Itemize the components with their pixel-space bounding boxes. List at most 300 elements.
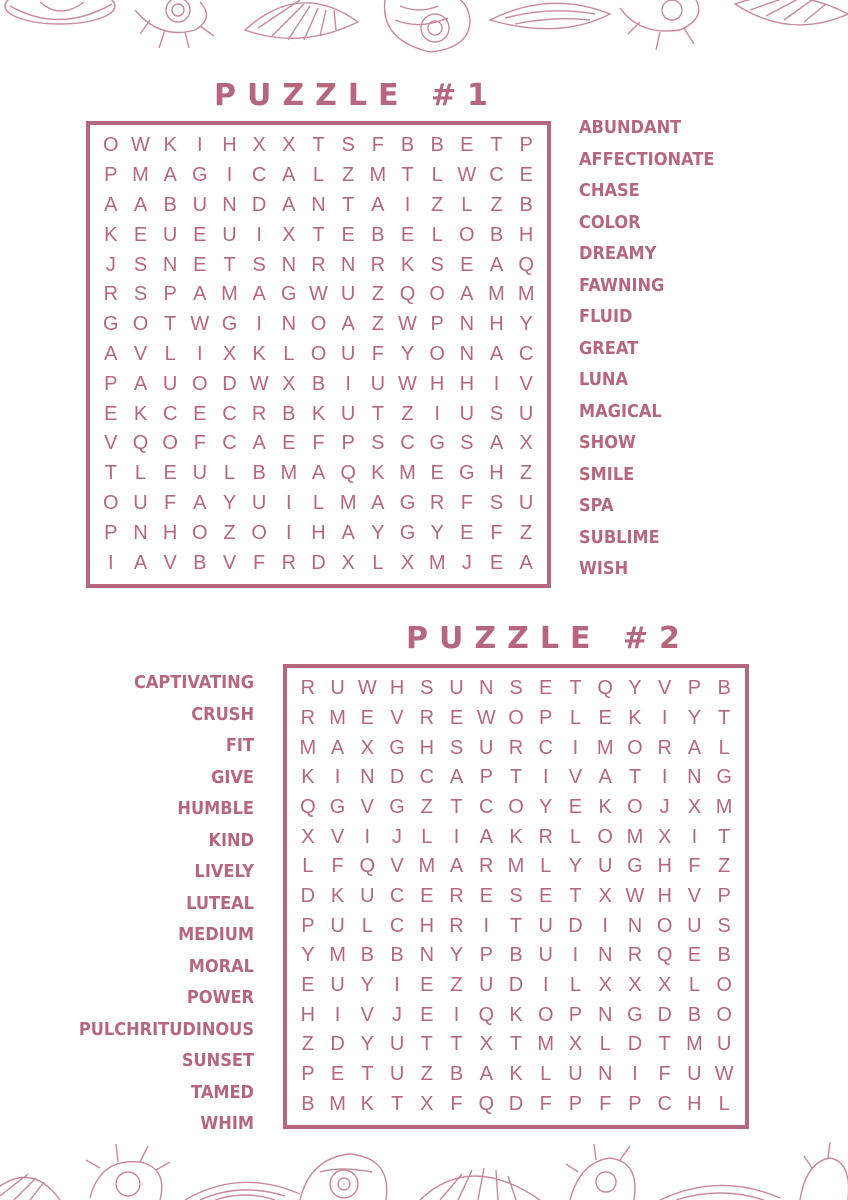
grid-letter: T [569,884,582,907]
grid-letter: S [489,402,504,425]
grid-letter: L [312,491,325,514]
word-list-item: SMILE [579,463,635,485]
grid-letter: M [339,491,357,514]
grid-letter: E [193,402,207,425]
grid-letter: Y [430,521,444,544]
grid-letter: N [687,766,702,789]
grid-letter: E [460,521,474,544]
grid-letter: U [162,372,178,395]
grid-letter: E [519,164,533,187]
grid-letter: U [389,1062,405,1085]
grid-letter: L [688,973,700,996]
grid-letter: H [657,884,672,907]
grid-letter: Z [301,1033,314,1056]
grid-letter: S [717,914,731,937]
grid-letter: E [598,706,612,729]
grid-letter: U [597,855,613,878]
grid-letter: X [400,551,415,574]
grid-letter: R [508,736,524,759]
grid-letter: T [312,134,325,157]
grid-letter: B [163,193,177,216]
grid-letter: P [430,313,444,336]
grid-letter: T [450,795,463,818]
grid-letter: T [164,313,177,336]
grid-letter: N [597,944,613,967]
grid-letter: B [717,944,731,967]
grid-letter: I [602,914,608,937]
grid-letter: B [301,1092,315,1115]
grid-letter: Y [400,342,415,365]
grid-letter: T [450,1033,463,1056]
grid-letter: V [687,884,702,907]
grid-letter: H [429,372,445,395]
grid-letter: F [331,855,344,878]
grid-letter: V [222,551,237,574]
grid-letter: V [360,1003,374,1026]
grid-letter: V [390,706,404,729]
grid-letter: Y [449,944,464,967]
conch-shell-icon [620,0,699,50]
grid-letter: V [519,372,533,395]
grid-letter: A [133,551,148,574]
grid-letter: N [281,313,297,336]
grid-letter: Y [360,973,374,996]
grid-letter: X [341,551,355,574]
grid-letter: C [479,795,494,818]
word-list-item: LUNA [579,369,629,390]
grid-letter: U [133,491,148,514]
grid-letter: R [311,253,326,276]
grid-letter: M [329,1092,346,1115]
grid-letter: E [330,1062,345,1085]
grid-letter: M [507,855,525,878]
grid-letter: M [221,283,238,306]
grid-letter: T [718,706,731,729]
grid-letter: K [371,462,385,485]
grid-letter: T [390,1092,404,1115]
grid-letter: F [371,134,384,157]
grid-letter: Z [371,283,384,306]
scallop-shell-icon [420,1168,540,1200]
grid-letter: L [421,825,433,848]
grid-letter: U [449,677,464,700]
grid-letter: J [659,795,670,818]
word-list-item: HUMBLE [177,798,254,819]
grid-letter: X [687,795,702,818]
grid-letter: F [539,1092,552,1115]
grid-letter: L [599,1033,611,1056]
grid-letter: Z [420,795,433,818]
grid-letter: O [597,825,613,848]
grid-letter: Q [300,795,316,818]
grid-letter: A [311,462,326,485]
grid-letter: Q [399,283,416,306]
grid-letter: X [420,1092,434,1115]
grid-letter: X [479,1033,493,1056]
grid-letter: A [282,164,296,187]
grid-letter: L [569,825,582,848]
grid-letter: W [625,884,645,907]
grid-letter: Q [340,462,356,485]
seashell-icon [5,0,115,24]
grid-letter: I [542,973,549,996]
grid-letter: R [251,402,267,425]
word-list-item: FIT [225,735,254,756]
grid-letter: K [509,825,523,848]
grid-letter: C [419,766,435,789]
grid-letter: R [449,884,464,907]
grid-letter: M [418,855,436,878]
grid-letter: F [450,1092,463,1115]
grid-letter: N [597,1062,613,1085]
grid-letter: B [687,1003,702,1026]
grid-letter: E [420,1003,434,1026]
grid-letter: X [598,884,612,907]
grid-letter: R [103,283,119,306]
grid-letter: P [301,914,315,937]
grid-letter: A [341,521,355,544]
grid-letter: L [302,855,314,878]
grid-letter: M [329,706,346,729]
grid-letter: A [104,342,118,365]
grid-letter: Z [520,521,533,544]
grid-letter: L [372,551,384,574]
grid-letter: K [301,766,315,789]
grid-letter: N [627,914,643,937]
grid-letter: K [598,795,612,818]
grid-letter: M [596,736,614,759]
grid-letter: R [370,253,386,276]
grid-letter: T [490,134,503,157]
grid-letter: O [429,283,445,306]
grid-letter: H [489,462,504,485]
grid-letter: O [132,313,149,336]
grid-letter: U [330,973,345,996]
grid-letter: W [476,706,496,729]
grid-letter: I [661,766,668,789]
grid-letter: G [281,283,297,306]
grid-letter: O [459,223,475,246]
grid-letter: M [488,283,505,306]
grid-letter: L [134,462,147,485]
conch-shell-icon [135,0,214,48]
grid-letter: T [509,766,523,789]
grid-letter: V [104,432,118,455]
grid-letter: I [542,766,549,789]
grid-letter: U [162,223,178,246]
grid-letter: I [404,193,411,216]
grid-letter: B [430,134,444,157]
grid-letter: H [162,521,178,544]
grid-letter: P [519,134,533,157]
grid-letter: W [131,134,150,157]
grid-letter: P [628,1092,642,1115]
grid-letter: W [398,372,417,395]
grid-letter: L [164,342,176,365]
grid-letter: U [687,914,702,937]
seashell-border-bottom [0,1138,848,1200]
grid-letter: O [656,914,673,937]
grid-letter: X [360,736,374,759]
grid-letter: C [389,884,405,907]
grid-letter: W [714,1062,734,1085]
seashell-border-top-art [0,0,848,62]
grid-letter: E [400,223,415,246]
grid-letter: H [459,372,475,395]
grid-letter: C [162,402,178,425]
grid-letter: F [688,855,701,878]
grid-letter: F [312,432,325,455]
grid-letter: I [691,825,698,848]
grid-letter: Y [519,313,533,336]
grid-letter: I [493,372,500,395]
grid-letter: G [389,736,405,759]
grid-letter: O [103,134,119,157]
word-list-item: COLOR [579,211,641,233]
grid-letter: E [282,432,296,455]
grid-letter: H [300,1003,316,1026]
word-list-item: CHASE [579,180,640,201]
grid-letter: B [282,402,296,425]
grid-letter: S [460,432,474,455]
grid-letter: P [568,1003,583,1026]
grid-letter: S [371,432,385,455]
grid-letter: Z [490,193,503,216]
grid-letter: S [489,491,504,514]
grid-letter: A [687,736,702,759]
word-list-item: TAMED [191,1081,254,1103]
grid-letter: S [509,677,523,700]
grid-letter: L [718,1092,730,1115]
grid-letter: E [420,884,434,907]
puzzle-1-letter-grid [86,121,551,588]
grid-letter: E [193,223,207,246]
grid-letter: A [163,164,177,187]
grid-letter: I [108,551,114,574]
seashell-border-top [0,0,848,62]
grid-letter: L [540,1062,552,1085]
grid-letter: S [133,283,148,306]
grid-letter: U [538,944,553,967]
grid-letter: I [572,736,579,759]
spiral-shell-icon [385,0,470,52]
grid-letter: X [657,973,672,996]
grid-letter: O [310,313,327,336]
grid-letter: O [537,1003,554,1026]
puzzle-2-letter-grid [283,664,749,1129]
word-list-item: KIND [208,829,254,851]
grid-letter: Q [656,944,673,967]
grid-letter: L [431,164,443,187]
grid-letter: G [716,766,732,789]
grid-letter: U [251,491,267,514]
puzzle-2-title: PUZZLE #2 [406,621,691,656]
grid-letter: Q [518,253,534,276]
grid-letter: A [252,432,266,455]
grid-letter: T [104,462,117,485]
grid-letter: U [222,223,237,246]
grid-letter: R [300,677,316,700]
grid-letter: T [361,1062,374,1085]
grid-letter: X [657,825,672,848]
grid-letter: J [461,551,472,574]
grid-letter: S [420,677,434,700]
grid-letter: A [479,825,493,848]
grid-letter: Y [628,677,642,700]
grid-letter: A [133,372,148,395]
grid-letter: S [341,134,355,157]
grid-letter: A [133,193,148,216]
grid-letter: M [299,736,317,759]
grid-letter: U [518,402,534,425]
grid-letter: I [256,313,262,336]
grid-letter: E [133,223,148,246]
grid-letter: F [164,491,177,514]
grid-letter: N [133,521,148,544]
grid-letter: B [509,944,523,967]
grid-letter: K [330,884,345,907]
grid-letter: D [627,1033,643,1056]
grid-letter: I [572,944,579,967]
grid-letter: W [398,313,417,336]
grid-letter: W [457,164,477,187]
grid-letter: P [163,283,177,306]
grid-letter: B [717,677,731,700]
grid-letter: D [508,1092,524,1115]
grid-letter: N [281,253,297,276]
grid-letter: L [718,736,730,759]
grid-letter: E [449,706,464,729]
grid-letter: U [538,914,553,937]
grid-letter: T [420,1033,433,1056]
grid-letter: T [401,164,414,187]
grid-letter: H [489,313,504,336]
grid-letter: Q [132,432,149,455]
grid-letter: B [390,944,404,967]
grid-letter: H [311,521,326,544]
grid-letter: L [461,193,473,216]
grid-letter: I [226,164,233,187]
grid-letter: A [104,193,118,216]
grid-letter: I [334,766,341,789]
grid-letter: F [253,551,266,574]
grid-letter: O [192,521,208,544]
grid-letter: P [687,677,702,700]
grid-letter: U [479,736,494,759]
grid-letter: L [569,973,582,996]
grid-letter: E [479,884,493,907]
grid-letter: U [389,1033,405,1056]
grid-letter: R [657,736,672,759]
grid-letter: I [364,825,371,848]
scallop-shell-icon [735,0,848,25]
grid-letter: R [479,855,494,878]
grid-letter: R [300,706,316,729]
grid-letter: T [312,223,325,246]
grid-letter: V [133,342,148,365]
grid-letter: F [371,342,384,365]
grid-letter: D [508,973,524,996]
grid-letter: E [360,706,374,729]
grid-letter: T [342,193,355,216]
grid-letter: I [334,1003,341,1026]
grid-letter: Y [568,855,583,878]
grid-letter: H [518,223,534,246]
grid-letter: I [286,521,292,544]
conch-shell-icon [566,1144,635,1200]
grid-letter: G [459,462,475,485]
grid-letter: U [479,973,494,996]
grid-letter: U [370,372,386,395]
grid-letter: H [657,855,672,878]
grid-letter: P [568,1092,583,1115]
grid-letter: X [568,1033,583,1056]
word-list-item: SPA [579,495,614,516]
grid-letter: R [538,825,553,848]
grid-letter: K [400,253,415,276]
grid-letter: V [163,551,177,574]
grid-letter: B [371,223,385,246]
grid-letter: G [399,521,416,544]
grid-letter: X [301,825,315,848]
grid-letter: E [460,134,474,157]
word-list-item: FLUID [579,306,633,327]
grid-letter: S [252,253,266,276]
grid-letter: E [341,223,355,246]
grid-letter: B [311,372,326,395]
grid-letter: C [251,164,267,187]
grid-letter: L [569,706,582,729]
grid-letter: T [509,1033,523,1056]
grid-letter: U [192,462,208,485]
grid-letter: E [193,253,207,276]
grid-letter: U [459,402,475,425]
grid-letter: N [340,253,356,276]
grid-letter: H [389,677,405,700]
puzzle-1-title: PUZZLE #1 [214,78,499,113]
grid-letter: M [626,825,644,848]
grid-letter: N [360,766,375,789]
grid-letter: E [568,795,583,818]
grid-letter: P [479,944,493,967]
grid-letter: B [489,223,504,246]
grid-letter: T [569,677,582,700]
grid-letter: O [508,706,524,729]
conch-shell-icon [800,1142,848,1200]
grid-letter: C [400,432,415,455]
grid-letter: C [518,342,534,365]
grid-letter: I [632,1062,638,1085]
grid-letter: K [252,342,266,365]
grid-letter: G [221,313,238,336]
grid-letter: O [192,372,208,395]
grid-letter: Q [597,677,613,700]
grid-letter: Z [718,855,731,878]
word-list-item: SUNSET [181,1050,254,1071]
grid-letter: F [460,491,473,514]
grid-letter: O [429,342,445,365]
grid-letter: O [716,1003,732,1026]
grid-letter: E [460,253,474,276]
word-list-item: PULCHRITUDINOUS [78,1018,254,1040]
grid-letter: D [657,1003,672,1026]
grid-letter: C [538,736,553,759]
grid-letter: L [540,855,552,878]
grid-letter: X [628,973,642,996]
grid-letter: N [479,677,494,700]
cone-shell-icon [660,1185,780,1200]
word-list-item: ABUNDANT [579,117,682,138]
